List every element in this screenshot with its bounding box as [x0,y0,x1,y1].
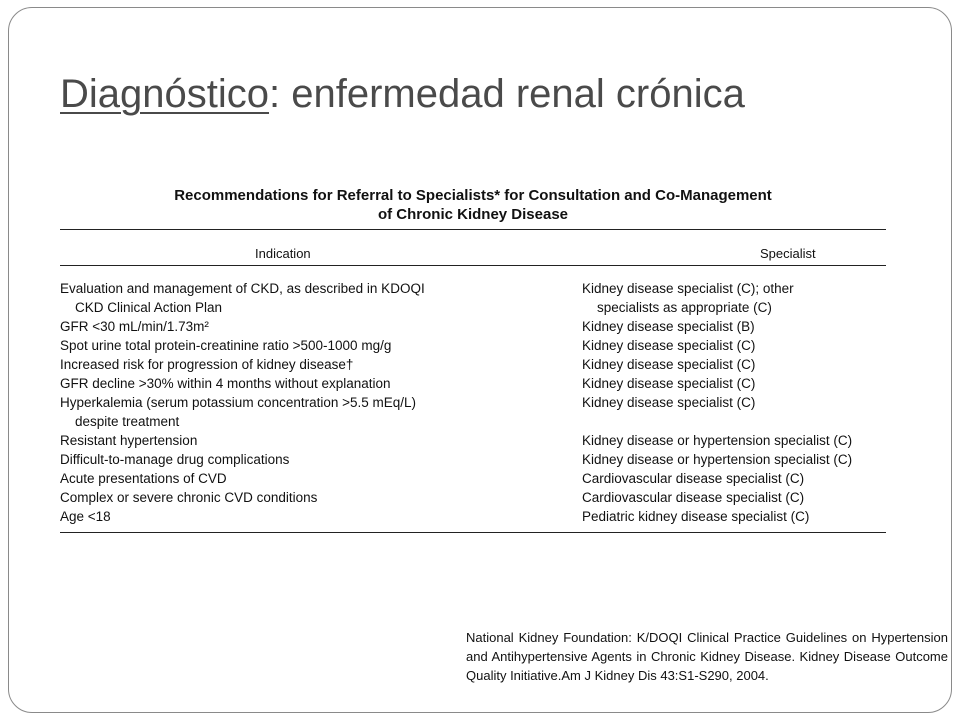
table-row [60,469,886,488]
table-row [60,374,886,393]
table-row [60,450,886,469]
specialist-cell: Cardiovascular disease specialist (C) [582,490,805,505]
table-row [60,393,886,412]
citation-text: National Kidney Foundation: K/DOQI Clinical Practice Guidelines on Hypertension and Antihypertensive Agents in Chronic Kidney Disease. Kidney Disease Outcome Quality Initiative.Am J Kidney Dis 43:S1-S290, 2004. [466,630,948,683]
specialist-cell: Pediatric kidney disease specialist (C) [582,509,810,524]
table-caption [60,186,886,224]
indication-cell: Acute presentations of CVD [60,471,227,486]
specialist-cell: specialists as appropriate (C) [597,300,772,315]
specialist-cell: Kidney disease specialist (C); other [582,281,794,296]
indication-cell: Resistant hypertension [60,433,198,448]
title-text: : enfermedad renal crónica [269,72,745,116]
indication-cell: despite treatment [75,414,180,429]
indication-cell: GFR <30 mL/min/1.73m² [60,319,209,334]
indication-cell: CKD Clinical Action Plan [75,300,223,315]
indication-cell: Spot urine total protein-creatinine ratio >500-1000 mg/g [60,338,392,353]
table-row [60,317,886,336]
indication-cell: Increased risk for progression of kidney disease† [60,357,354,372]
specialist-cell: Kidney disease specialist (C) [582,376,756,391]
recommendations-table-body [60,279,886,526]
table-top-rule [60,229,886,230]
table-row [60,298,886,317]
table-row [60,355,886,374]
slide-title [60,72,745,117]
table-bottom-rule [60,532,886,533]
specialist-cell: Kidney disease or hypertension specialist (C) [582,452,853,467]
specialist-cell: Kidney disease specialist (B) [582,319,755,334]
specialist-cell: Kidney disease specialist (C) [582,357,756,372]
table-row [60,336,886,355]
table-caption-line-2: of Chronic Kidney Disease [377,206,569,223]
table-row [60,279,886,298]
table-row [60,507,886,526]
table-row [60,412,886,431]
indication-cell: Complex or severe chronic CVD conditions [60,490,318,505]
table-row [60,431,886,450]
title-link[interactable]: Diagnóstico [60,72,270,116]
specialist-cell: Cardiovascular disease specialist (C) [582,471,805,486]
indication-cell: Evaluation and management of CKD, as described in KDOQI [60,281,425,296]
specialist-cell: Kidney disease specialist (C) [582,395,756,410]
header-rule [60,265,886,266]
column-header-specialist: Specialist [760,246,816,261]
column-header-indication: Indication [255,246,311,261]
table-row [60,488,886,507]
indication-cell: Hyperkalemia (serum potassium concentration >5.5 mEq/L) [60,395,417,410]
indication-cell: Difficult-to-manage drug complications [60,452,290,467]
indication-cell: Age <18 [60,509,111,524]
specialist-cell: Kidney disease or hypertension specialist (C) [582,433,853,448]
specialist-cell: Kidney disease specialist (C) [582,338,756,353]
table-caption-line-1: Recommendations for Referral to Specialists* for Consultation and Co-Management [174,187,772,204]
indication-cell: GFR decline >30% within 4 months without explanation [60,376,391,391]
